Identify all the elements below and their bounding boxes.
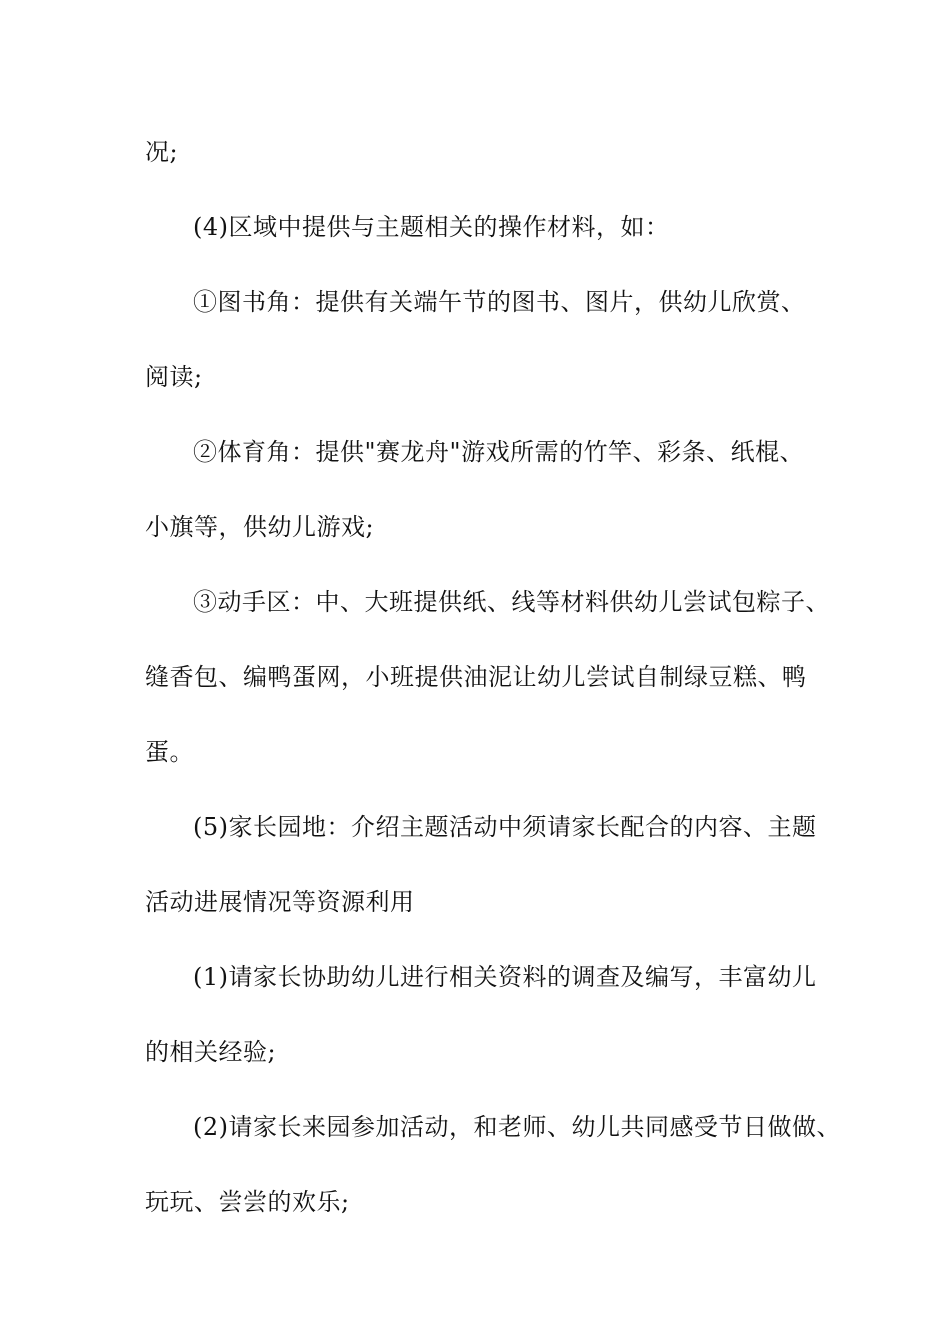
text-line: (1)请家长协助幼儿进行相关资料的调查及编写，丰富幼儿 [193,963,817,991]
text-line: 蛋。 [145,738,194,766]
text-line: ③动手区：中、大班提供纸、线等材料供幼儿尝试包粽子、 [193,588,830,616]
text-line: ②体育角：提供"赛龙舟"游戏所需的竹竿、彩条、纸棍、 [193,438,805,466]
text-line: 小旗等，供幼儿游戏; [145,513,375,541]
text-line: 阅读; [145,363,203,391]
text-line: (2)请家长来园参加活动，和老师、幼儿共同感受节日做做、 [193,1113,841,1141]
text-line: (4)区域中提供与主题相关的操作材料，如： [193,213,670,241]
text-line: 活动进展情况等资源利用 [145,888,415,916]
text-line: ①图书角：提供有关端午节的图书、图片，供幼儿欣赏、 [193,288,806,316]
text-line: (5)家长园地：介绍主题活动中须请家长配合的内容、主题 [193,813,817,841]
text-line: 的相关经验; [145,1038,277,1066]
text-line: 况; [145,138,179,166]
text-line: 缝香包、编鸭蛋网，小班提供油泥让幼儿尝试自制绿豆糕、鸭 [145,663,807,691]
text-line: 玩玩、尝尝的欢乐; [145,1188,350,1216]
